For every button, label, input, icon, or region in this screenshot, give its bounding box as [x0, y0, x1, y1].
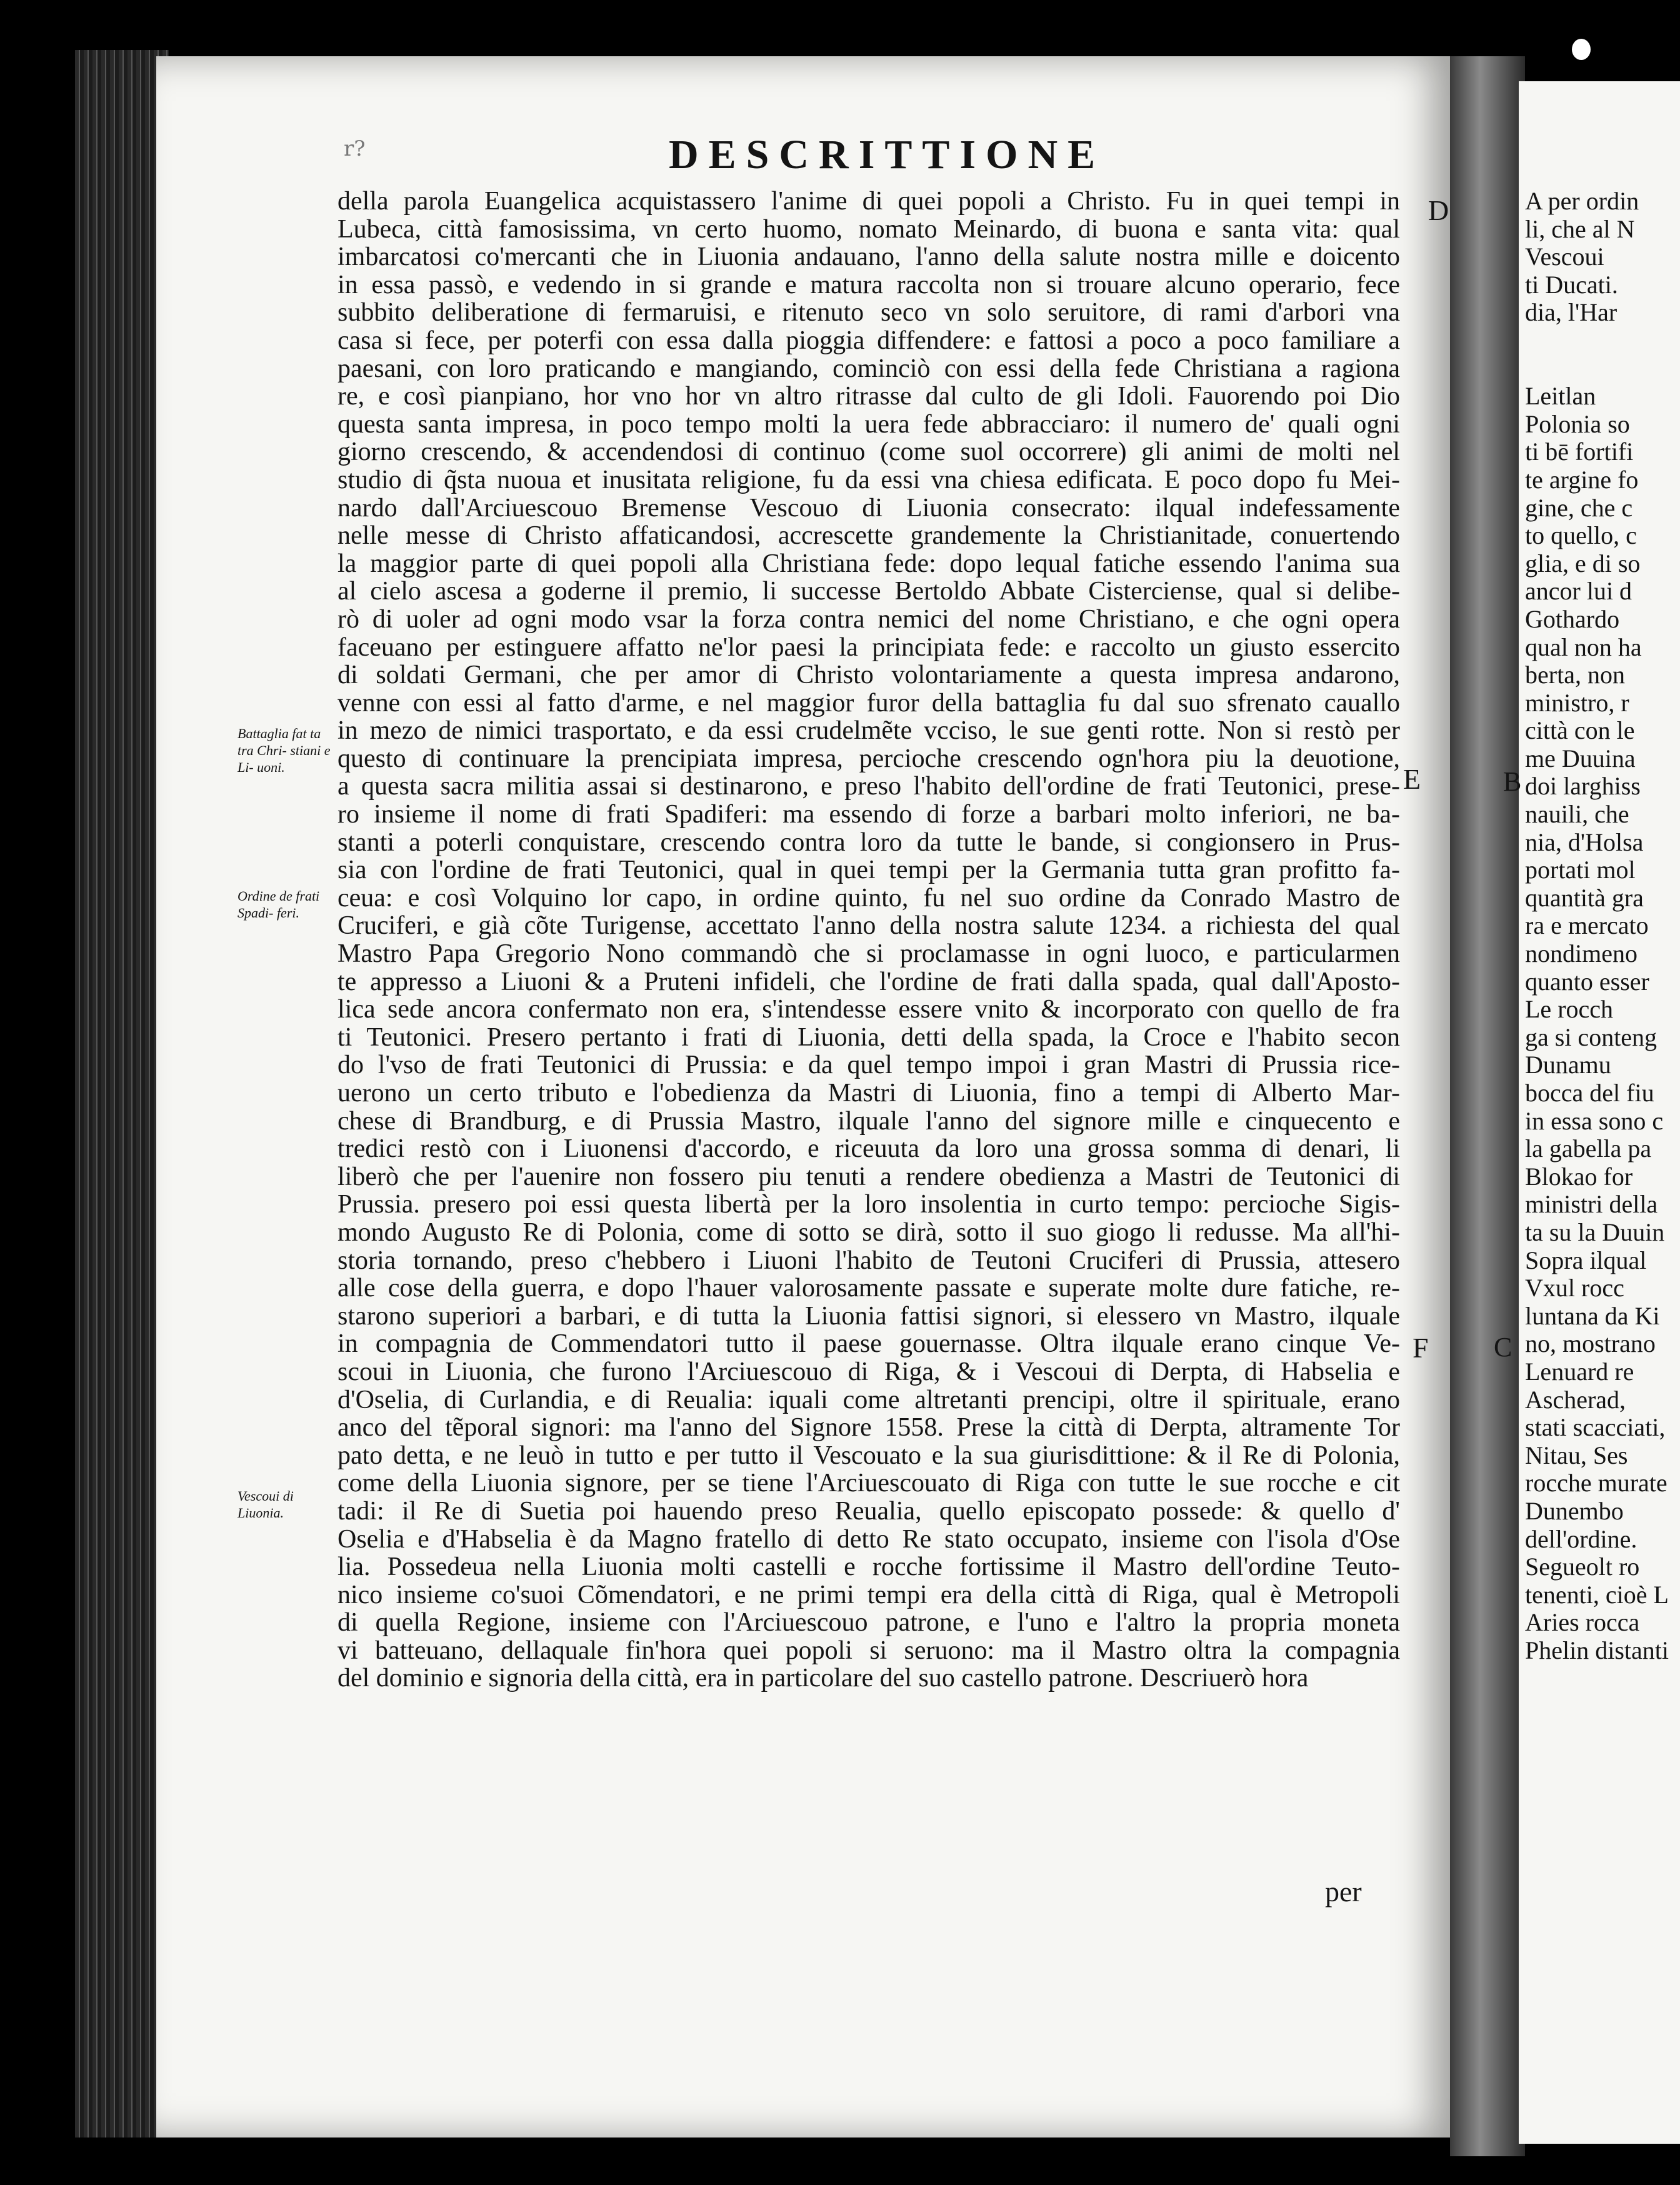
- right-text-line: qual non ha: [1525, 632, 1642, 661]
- text-line: della parola Euangelica acquistassero l'anime di quei popoli a Christo. Fu in quei tempi in: [338, 188, 1400, 216]
- text-line: Mastro Papa Gregorio Nono commandò che si proclamasse in ogni luoco, e particularmen: [338, 940, 1400, 968]
- text-line: al cielo ascesa a goderne il premio, li successe Bertoldo Abbate Cisterciense, qual si delibe-: [338, 578, 1400, 606]
- text-line: giorno crescendo, & accendendosi di continuo (come suol occorrere) gli animi de molti nel: [338, 438, 1400, 466]
- right-text-line: Gothardo: [1525, 604, 1620, 633]
- right-text-line: ga si conteng: [1525, 1022, 1658, 1051]
- right-text-line: ta su la Duuin: [1525, 1218, 1665, 1246]
- text-line: la maggior parte di quei popoli alla Christiana fede: dopo lequal fatiche essendo l'anima sua: [338, 549, 1400, 578]
- text-line: liberò che per l'auenire non fossero piu tenuti a rendere obedienza a Mastri de Teutonici di: [338, 1162, 1400, 1191]
- text-line: stanti a poterli conquistare, crescendo contra loro da tutte le bande, si congionsero in Prus-: [338, 828, 1400, 857]
- right-text-line: li, che al N: [1525, 214, 1635, 243]
- right-text-line: A per ordin: [1525, 188, 1639, 215]
- right-text-line: no, mostrano: [1525, 1329, 1656, 1358]
- right-text-line: Phelin distanti: [1525, 1636, 1669, 1664]
- right-text-line: la gabella pa: [1525, 1134, 1652, 1163]
- right-text-line: rocche murate: [1525, 1469, 1668, 1498]
- right-text-line: Aries rocca: [1525, 1608, 1640, 1637]
- text-line: nardo dall'Arciuescouo Bremense Vescouo di Liuonia consecrato: ilqual indefessamente: [338, 494, 1400, 522]
- margin-note-ordine: Ordine de frati Spadi- feri.: [238, 888, 320, 921]
- right-text-line: ancor lui d: [1525, 577, 1632, 606]
- text-line: subbito deliberatione di fermaruisi, e ritenuto seco vn solo seruitore, di rami d'arbori vna: [338, 299, 1400, 327]
- text-line: tredici restò con i Liuonensi d'accordo, e riceuuta da loro una grossa somma di denari, li: [338, 1135, 1400, 1163]
- right-text-line: nauili, che: [1525, 800, 1629, 829]
- right-text-line: Segueolt ro: [1525, 1552, 1640, 1581]
- section-letter-f: F: [1412, 1332, 1429, 1364]
- right-text-line: quanto esser: [1525, 967, 1649, 996]
- margin-note-vescoui: Vescoui di Liuonia.: [238, 1488, 294, 1521]
- right-text-line: Le rocch: [1525, 995, 1614, 1024]
- text-line: di quella Regione, insieme con l'Arciuescouo patrone, e l'uno e l'altro la propria moneta: [338, 1609, 1400, 1637]
- text-line: rò di uoler ad ogni modo vsar la forza contra nemici del nome Christiano, e che ogni opera: [338, 605, 1400, 634]
- text-line: studio di q̃sta nuoua et inusitata religione, fu da essi vna chiesa edificata. E poco dopo fu Mei-: [338, 466, 1400, 494]
- right-text-line: ti bē fortifi: [1525, 438, 1634, 466]
- margin-note-battaglia: Battaglia fat ta tra Chri- stiani e Li- uoni.: [238, 726, 331, 775]
- right-text-line: Sopra ilqual: [1525, 1246, 1647, 1274]
- text-line: in essa passò, e vedendo in si grande e matura raccolta non si trouare alcuno operario, fece: [338, 271, 1400, 299]
- text-line: Prussia. presero poi essi questa libertà per la loro insolentia in curto tempo: percioche Sigis-: [338, 1191, 1400, 1219]
- text-line: Oselia e d'Habselia è da Magno fratello di detto Re stato occupato, insieme con l'isola d'Ose: [338, 1525, 1400, 1554]
- right-text-line: nia, d'Holsa: [1525, 828, 1644, 856]
- right-text-line: Ascherad,: [1525, 1385, 1626, 1414]
- text-line: in mezo de nimici trasportato, e da essi crudelmẽte vcciso, le sue genti rotte. Non si restò per: [338, 717, 1400, 745]
- right-text-line: portati mol: [1525, 856, 1636, 884]
- text-line: chese di Brandburg, e di Prussia Mastro, ilquale l'anno del signore mille e cinquecento e: [338, 1107, 1400, 1136]
- text-line: ti Teutonici. Presero pertanto i frati di Liuonia, detti della spada, la Croce e l'habito secon: [338, 1023, 1400, 1052]
- right-text-line: città con le: [1525, 716, 1635, 745]
- right-text-line: gine, che c: [1525, 493, 1633, 522]
- text-line: nico insieme co'suoi Cõmendatori, e ne primi tempi era della città di Riga, qual è Metropoli: [338, 1581, 1400, 1609]
- right-text-line: me Duuina: [1525, 744, 1636, 772]
- text-line: do l'vso de frati Teutonici di Prussia: e da quel tempo impoi i gran Mastri di Prussia rice-: [338, 1051, 1400, 1079]
- right-text-line: doi larghiss: [1525, 772, 1641, 801]
- text-line: nelle messe di Christo affaticandosi, accrescette grandemente la Christianitade, conuertendo: [338, 522, 1400, 550]
- text-line: a questa sacra militia assai si destinarono, e preso l'habito dell'ordine de frati Teutonici, prese-: [338, 772, 1400, 801]
- text-line: Lubeca, città famosissima, vn certo huomo, nomato Meinardo, di buona e santa vita: qual: [338, 215, 1400, 244]
- right-text-line: Dunamu: [1525, 1051, 1611, 1079]
- text-line: del dominio e signoria della città, era in particolare del suo castello patrone. Descriuerò hora: [338, 1664, 1309, 1693]
- text-line: pato detta, e ne leuò in tutto e per tutto il Vescouato e la sua giurisdittione: & il Re di Polonia,: [338, 1441, 1400, 1470]
- right-text-line: [1525, 327, 1680, 355]
- right-text-line: ti Ducati.: [1525, 270, 1618, 299]
- section-letter-e: E: [1403, 763, 1421, 795]
- right-text-line: ra e mercato: [1525, 911, 1649, 940]
- right-text-line: in essa sono c: [1525, 1106, 1664, 1135]
- right-text-line: quantità gra: [1525, 883, 1644, 912]
- text-line: vi batteuano, dellaquale fin'hora quei popoli si seruono: ma il Mastro oltra la compagnia: [338, 1636, 1400, 1665]
- text-line: in compagnia de Commendatori tutto il paese gouernasse. Oltra ilquale erano cinque Ve-: [338, 1330, 1400, 1358]
- text-line: storia tornando, preso c'hebbero i Liuoni l'habito de Teutoni Cruciferi di Prussia, attesero: [338, 1246, 1400, 1275]
- book-edge: [75, 50, 169, 2138]
- right-text-line: dia, l'Har: [1525, 298, 1618, 327]
- right-text-line: tenenti, cioè L: [1525, 1580, 1669, 1609]
- right-text-line: bocca del fiu: [1525, 1079, 1654, 1107]
- right-text-line: ministri della: [1525, 1190, 1658, 1219]
- folio-mark: r?: [344, 136, 366, 161]
- text-line: faceuano per estinguere affatto ne'lor paesi la principiata fede: e raccolto un giusto essercito: [338, 633, 1400, 662]
- page-header: DESCRITTIONE: [669, 132, 1106, 178]
- right-text-line: to quello, c: [1525, 521, 1637, 550]
- right-text-line: ministro, r: [1525, 688, 1629, 717]
- text-line: imbarcatosi co'mercanti che in Liuonia andauano, l'anno della salute nostra mille e doicento: [338, 243, 1400, 271]
- text-line: re, e così pianpiano, hor vno hor vn altro ritrasse dal culto de gli Idoli. Fauorendo poi Dio: [338, 382, 1400, 411]
- right-text-line: Blokao for: [1525, 1162, 1633, 1191]
- catchword: per: [1325, 1876, 1362, 1908]
- text-line: questa santa impresa, in poco tempo molti la uera fede abbracciaro: il numero de' quali ogni: [338, 410, 1400, 439]
- text-line: ceua: e così Volquino lor capo, in ordine quinto, fu nel suo ordine da Conrado Mastro de: [338, 884, 1400, 912]
- text-line: te appresso a Liuoni & a Pruteni infideli, che l'ordine de frati dalla spada, qual dall'Aposto-: [338, 968, 1400, 996]
- text-line: starono superiori a barbari, e di tutta la Liuonia fattisi signori, si elessero vn Mastro, ilquale: [338, 1302, 1400, 1331]
- right-text-line: glia, e di so: [1525, 549, 1641, 578]
- text-line: scoui in Liuonia, che furono l'Arciuescouo di Riga, & i Vescoui di Derpta, di Habselia e: [338, 1358, 1400, 1386]
- text-line: uerono un certo tributo e l'obedienza da Mastri di Liuonia, fino a tempi di Alberto Mar-: [338, 1079, 1400, 1108]
- text-line: ro insieme il nome di frati Spadiferi: ma essendo di forze a barbari molto inferiori, ne ba-: [338, 801, 1400, 829]
- text-line: questo di continuare la prencipiata impresa, percioche crescendo ogn'hora piu la deuotione,: [338, 744, 1400, 773]
- right-text-line: berta, non: [1525, 661, 1625, 689]
- right-page-text: [1525, 188, 1680, 1664]
- text-line: tadi: il Re di Suetia poi hauendo preso Reualia, quello episcopato possede: & quello d': [338, 1497, 1400, 1526]
- right-text-line: [1525, 355, 1680, 383]
- right-section-letter-b: B: [1503, 766, 1522, 797]
- right-text-line: Nitau, Ses: [1525, 1441, 1628, 1469]
- section-letter-d: D: [1428, 194, 1449, 226]
- right-text-line: Vescoui: [1525, 242, 1604, 271]
- text-line: di soldati Germani, che per amor di Christo volontariamente a questa impresa andarono,: [338, 661, 1400, 689]
- right-text-line: te argine fo: [1525, 465, 1639, 494]
- text-line: d'Oselia, di Curlandia, e di Reualia: iquali come altretanti prencipi, oltre il spirituale, erano: [338, 1386, 1400, 1414]
- text-line: paesani, con loro praticando e mangiando, cominciò con essi della fede Christiana a ragiona: [338, 354, 1400, 383]
- right-text-line: stati scacciati,: [1525, 1413, 1666, 1442]
- text-line: mondo Augusto Re di Polonia, come di sotto se dirà, sotto il suo giogo li redusse. Ma all'hi-: [338, 1218, 1400, 1247]
- text-line: lica sede ancora confermato non era, s'intendesse essere vnito & incorporato con quello de fra: [338, 996, 1400, 1024]
- right-text-line: Lenuard re: [1525, 1357, 1634, 1386]
- right-text-line: nondimeno: [1525, 939, 1638, 968]
- text-line: venne con essi al fatto d'arme, e nel maggior furor della battaglia fu dal suo sfrenato cauallo: [338, 689, 1400, 718]
- text-line: sia con l'ordine de frati Teutonici, qual in quei tempi per la Germania tutta gran profitto fa-: [338, 856, 1400, 884]
- main-text-body: [338, 188, 1400, 1692]
- right-text-line: Vxul rocc: [1525, 1274, 1624, 1302]
- text-line: casa si fece, per poterfi con essa dalla pioggia diffendere: e fattosi a poco a poco familiare a: [338, 326, 1400, 355]
- text-line: Cruciferi, e già cõte Turigense, accettato l'anno della nostra salute 1234. a richiesta del qual: [338, 912, 1400, 941]
- right-text-line: Polonia so: [1525, 409, 1630, 438]
- text-line: alle cose della guerra, e dopo l'hauer valorosamente passate e superate molte dure fatiche, re-: [338, 1274, 1400, 1302]
- right-text-line: Dunembo: [1525, 1496, 1624, 1525]
- right-text-line: luntana da Ki: [1525, 1301, 1660, 1330]
- text-line: anco del tẽporal signori: ma l'anno del Signore 1558. Prese la città di Derpta, altramente Tor: [338, 1414, 1400, 1442]
- scan-artifact: [1572, 39, 1591, 60]
- right-text-line: Leitlan: [1525, 382, 1596, 411]
- book-gutter: [1450, 56, 1525, 2156]
- right-text-line: dell'ordine.: [1525, 1524, 1638, 1553]
- right-section-letter-c: C: [1494, 1332, 1512, 1362]
- text-line: come della Liuonia signore, per se tiene l'Arciuescouato di Riga con tutte le sue rocche e cit: [338, 1469, 1400, 1498]
- text-line: lia. Possedeua nella Liuonia molti castelli e rocche fortissime il Mastro dell'ordine Teuto-: [338, 1553, 1400, 1581]
